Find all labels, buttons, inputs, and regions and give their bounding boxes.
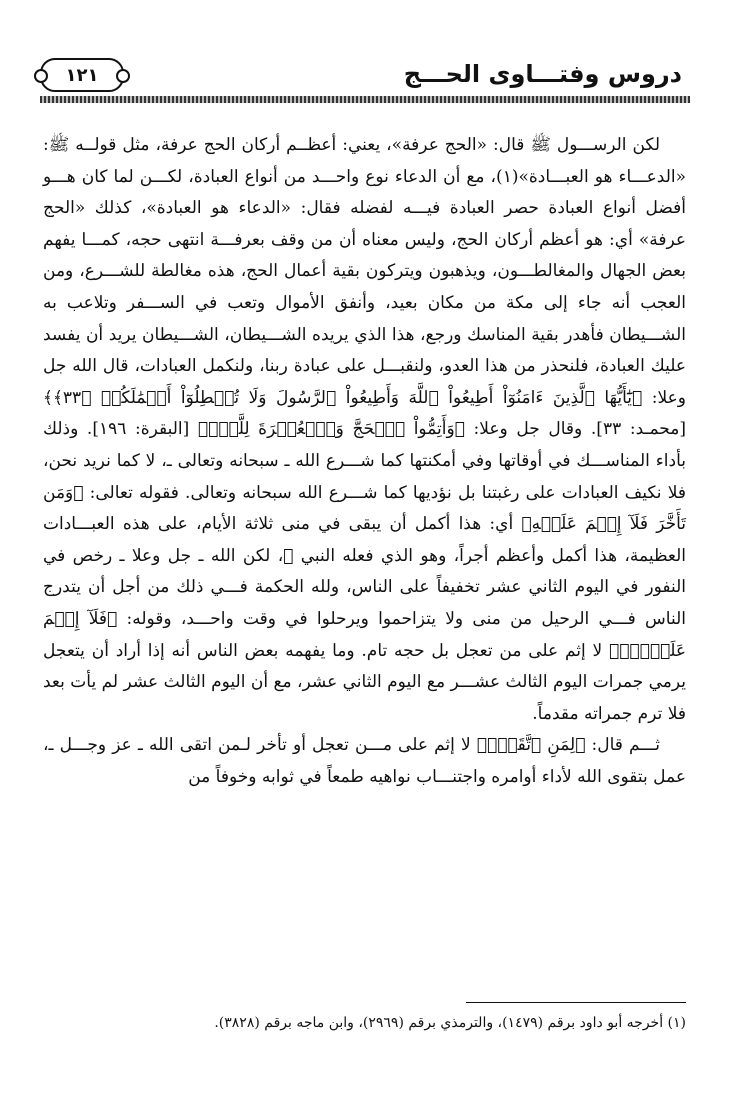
footnote: (١) أخرجه أبو داود برقم (١٤٧٩)، والترمذي برقم (٢٩٦٩)، وابن ماجه برقم (٣٨٢٨). [214,1015,686,1031]
main-text [43,130,686,793]
page-number: ١٢١ [65,64,99,86]
page-number-badge [40,58,124,92]
paragraph-2: ثـــم قال: ﴿لِمَنِ ٱتَّقَىٰۗ﴾ لا إثم على مـــن تعجل أو تأخر لـمن اتقى الله ـ عز وجـــل ـ، عمل بتقوى الله لأداء أوامره واجتنـــاب نواهيه طمعاً في ثوابه وخوفاً من [43,735,686,787]
paragraph-1: لكن الرســـول ﷺ قال: «الحج عرفة»، يعني: أعظــم أركان الحج عرفة، مثل قولــه ﷺ: «الدعـــاء هو العبـــادة»(١)، مع أن الدعاء نوع واحـــد من أنواع العبادة، لكـــن لما كان هـــو أفضل أنواع العبادة حصر العبادة فيـــه لفضله فقال: «الدعاء هو العبادة»، كذلك «الحج عرفة» أي: هو أعظم أركان الحج، وليس معناه أن من وقف بعرفـــة انتهى حجه، كمـــا يفهم بعض الجهال والمغالطـــون، ويذهبون ويتركون بقية أعمال الحج، هذه مغالطة للشـــرع، ومن العجب أنه جاء إلى مكة من مكان بعيد، وأنفق الأموال وتعب في الســـفر وتلاعب به الشـــيطان فأهدر بقية المناسك ورجع، هذا الذي يريده الشـــيطان، الشـــيطان يريد أن يفسد عليك العبادة، فلنحذر من هذا العدو، ولنقبـــل على عبادة ربنا، ولنكمل العبادات، قال الله جل وعلا: ﴿يَٰٓأَيُّهَا ٱلَّذِينَ ءَامَنُوٓاْ أَطِيعُواْ ٱللَّهَ وَأَطِيعُواْ ٱلرَّسُولَ وَلَا تُبۡطِلُوٓاْ أَعۡمَٰلَكُمۡ ﴿٣٣﴾﴾ [محمـد: ٣٣]. وقال جل وعلا: ﴿وَأَتِمُّواْ ٱلۡحَجَّ وَٱلۡعُمۡرَةَ لِلَّهِۚ﴾ [البقرة: ١٩٦]. وذلك بأداء المناســـك في أوقاتها وفي أمكنتها كما شـــرع الله ـ سبحانه وتعالى ـ، لا كما نريد نحن، فلا نكيف العبادات على رغبتنا بل نؤديها كما شـــرع الله سبحانه وتعالى. فقوله تعالى: ﴿وَمَن تَأَخَّرَ فَلَآ إِثۡمَ عَلَيۡهِ﴾ أي: هذا أكمل أن يبقى في منى ثلاثة الأيام، على هذه العبـــادات العظيمة، هذا أكمل وأعظم أجراً، وهو الذي فعله النبي ﷺ، لكن الله ـ جل وعلا ـ رخص في النفور في اليوم الثاني عشر تخفيفاً على الناس، ولله الحكمة فـــي ذلك من أجل أن يتدرج الناس فـــي الرحيل من منى ولا يتزاحموا ويرحلوا في وقت واحـــد، وقوله: ﴿فَلَآ إِثۡمَ عَلَيۡهِۚ﴾ لا إثم على من تعجل بل حجه تام. وما يفهمه بعض الناس أنه إذا أراد أن يتعجل يرمي جمرات اليوم الثالث عشـــر مع اليوم الثاني عشر، مع أن اليوم الثالث عشر لم يأت بعد فلا ترم جمراته مقدماً. [43,135,687,724]
page-header [40,52,690,104]
footnote-divider [466,1002,686,1003]
header-divider [40,96,690,103]
running-title: دروس وفتـــاوى الحـــج [403,60,682,88]
